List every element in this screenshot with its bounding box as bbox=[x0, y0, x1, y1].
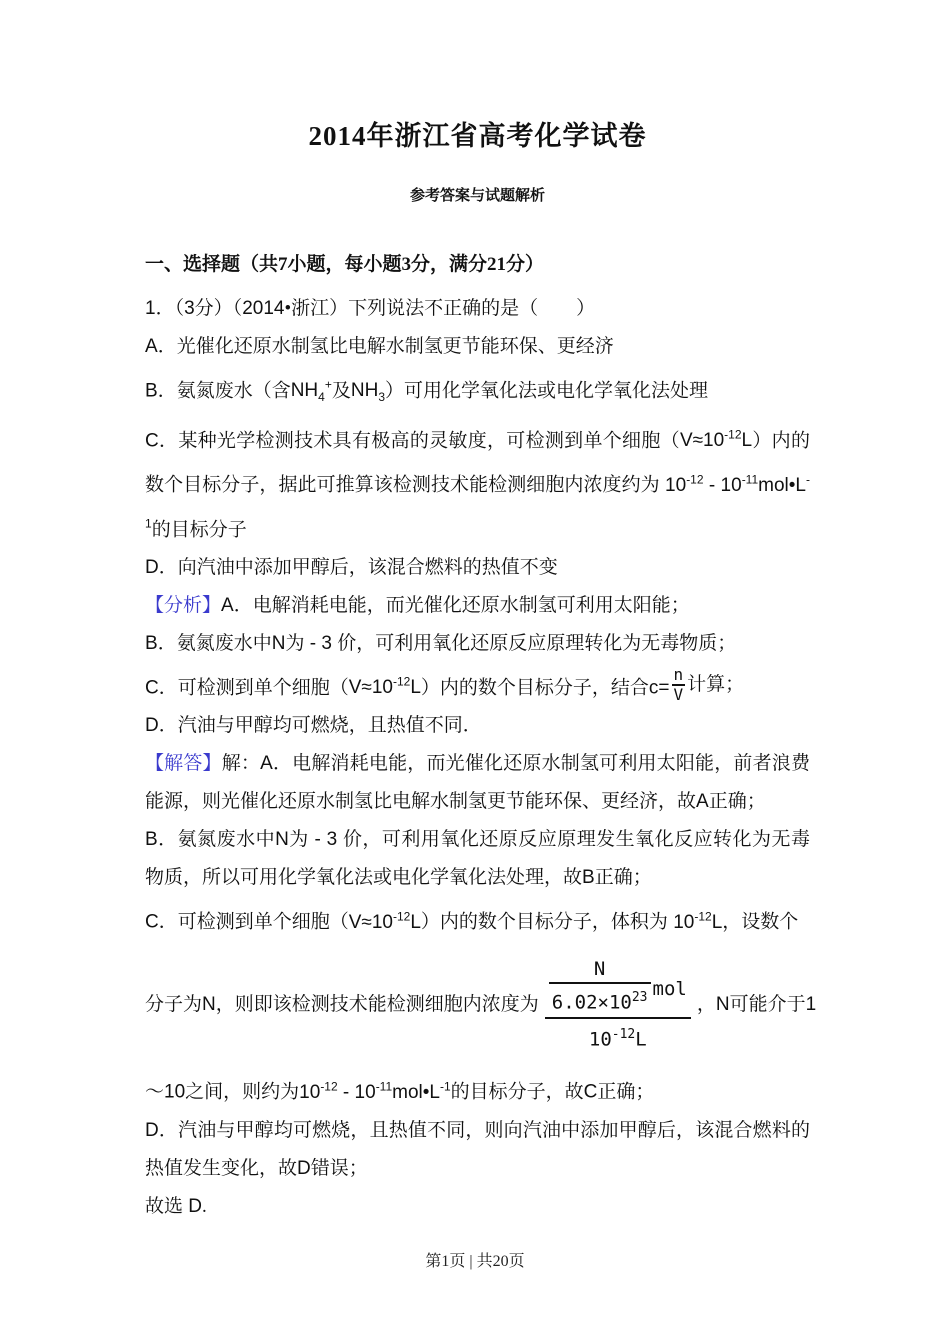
answer-label: 【解答】 bbox=[145, 753, 222, 775]
answer-text-a: 解：A．电解消耗电能，而光催化还原水制氢可利用太阳能，前者浪费能源，则光催化还原水制氢比电解水制氢更节能环保、更经济，故A正确； bbox=[145, 753, 810, 813]
analysis-paragraph-c bbox=[145, 663, 810, 707]
option-b: B．氨氮废水（含$NH_4^+$及$NH_3$）可用化学氧化法或电化学氧化法处理 bbox=[145, 378, 709, 405]
analysis-paragraph-b: B．氨氮废水中N为 - 3 价，可利用氧化还原反应原理转化为无毒物质； bbox=[145, 633, 737, 655]
section-heading: 一、选择题（共7小题，每小题3分，满分21分） bbox=[145, 254, 545, 275]
answer-paragraph-b: B．氨氮废水中N为 - 3 价，可利用氧化还原反应原理发生氧化反应转化为无毒物质，所以可用化学氧化法或电化学氧化法处理，故B正确； bbox=[145, 829, 810, 889]
analysis-c-suffix: 计算； bbox=[687, 674, 745, 696]
analysis-paragraph-d: D．汽油与甲醇均可燃烧，且热值不同． bbox=[145, 715, 482, 737]
question-stem: 1．（3分）（2014•浙江）下列说法不正确的是（ ） bbox=[145, 298, 596, 319]
answer-paragraph-c2 bbox=[145, 956, 817, 1054]
page-footer: 第1页 | 共20页 bbox=[425, 1253, 525, 1270]
analysis-text-a: A．电解消耗电能，而光催化还原水制氢可利用太阳能； bbox=[221, 595, 690, 617]
option-a: A．光催化还原水制氢比电解水制氢更节能环保、更经济 bbox=[145, 336, 614, 357]
answer-paragraph-d: D．汽油与甲醇均可燃烧，且热值不同，则向汽油中添加甲醇后，该混合燃料的热值发生变化，故D错误； bbox=[145, 1119, 810, 1179]
outer-fraction-denominator: $10^{-12}L$ bbox=[545, 1017, 691, 1053]
formula-unit: mol bbox=[652, 978, 687, 1001]
inline-fraction-n-over-v bbox=[672, 666, 686, 705]
option-c: C．某种光学检测技术具有极高的灵敏度，可检测到单个细胞$(V\approx 10^{-12}L)$内的数个目标分子，据此可推算该检测技术能检测细胞内浓度约为 $10^{-12}$ - $10^{-11}mol•L^{-1}$的目标分子 bbox=[145, 428, 810, 541]
answer-paragraph-c1: C．可检测到单个细胞$(V\approx 10^{-12}L)$内的数个目标分子，体积为 $10^{-12}L$，设数个 bbox=[145, 909, 799, 933]
formula-suffix-text: ，N可能介于1 bbox=[696, 993, 817, 1015]
fraction-denominator: V bbox=[673, 685, 684, 705]
fraction-numerator: n bbox=[673, 664, 684, 684]
inner-fraction-numerator: N bbox=[593, 957, 606, 980]
page-subtitle: 参考答案与试题解析 bbox=[409, 188, 545, 204]
answer-paragraph-a bbox=[145, 745, 810, 821]
inner-fraction bbox=[549, 956, 651, 1016]
document-content bbox=[145, 0, 817, 1226]
concentration-formula bbox=[545, 956, 691, 1054]
option-d: D．向汽油中添加甲醇后，该混合燃料的热值不变 bbox=[145, 557, 558, 579]
analysis-label: 【分析】 bbox=[145, 595, 222, 617]
inner-fraction-denominator: $6.02\times 10^{23}$ bbox=[549, 982, 651, 1016]
formula-numerator-group bbox=[545, 956, 691, 1017]
page-title: 2014年浙江省高考化学试卷 bbox=[308, 121, 647, 151]
analysis-c-prefix: C．可检测到单个细胞$(V\approx 10^{-12}L)$内的数个目标分子，结合c= bbox=[145, 675, 670, 699]
answer-paragraph-c3: ～10之间，则约为$10^{-12}$ - $10^{-11}mol•L^{-1}$的目标分子，故C正确； bbox=[145, 1079, 655, 1103]
answer-conclusion: 故选 D. bbox=[145, 1195, 207, 1217]
analysis-paragraph-a bbox=[145, 587, 810, 625]
formula-prefix-text: 分子为N，则即该检测技术能检测细胞内浓度为 bbox=[145, 993, 539, 1015]
